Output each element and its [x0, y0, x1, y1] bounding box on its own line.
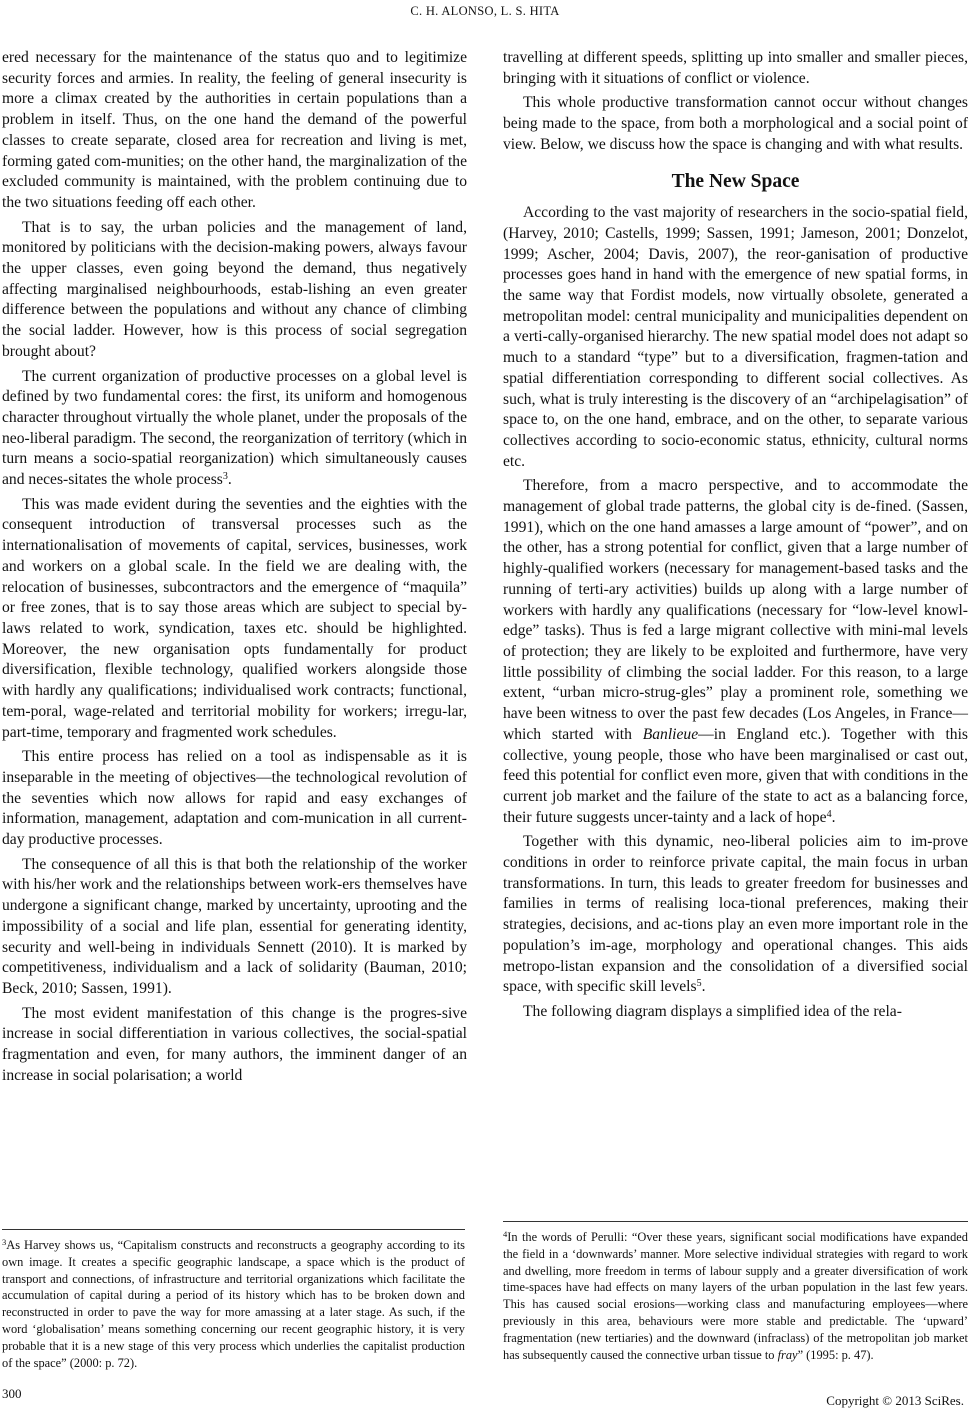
footnote-ref-4[interactable]: 4 — [826, 808, 832, 820]
paragraph: According to the vast majority of researchers in the socio-spatial field, (Harvey, 2010; Castells, 1999; Sassen, 1991; Jameson, 2001; Donzelot, 1999; Ascher, 2004; Davis, 2007), the reor-ganisation of productive processes goes hand in hand with the emergence of new spatial forms, in the same way that Fordist models, now virtually obsolete, generated a metropolitan model: central municipality and municipalities dependent on a verti-cally-organised hierarchy. The new spatial model does not adapt so much to a standard “type” but to a diversification, fragmen-tation and spatial differentiation corresponding to different social collectives. As such, what is truly interesting is the discovery of an “archipelagisation” of space to, on the one hand, embrace, and on the other, to separate various collectives according to socio-economic status, ethnicity, cultural norms etc. — [503, 204, 968, 470]
footnote-body: As Harvey shows us, “Capitalism constructs and reconstructs a geography according to its own image. It creates a specific geographic landscape, a space which is the product of transport and connections, of infrastructure and territorial organizations which facilitate the accumulation of capital during a period of its history which has to be broken down and reconstructed in order to pave the way for more amassing at a later stage. As such, if the word ‘globalisation’ means something concerning our recent geographic history, it is very probable that it is a new stage of this very process which underlies the capitalist production of the space” (2000: p. 72). — [2, 1238, 465, 1370]
footnote-end: ” (1995: p. 47). — [797, 1347, 874, 1362]
paragraph: This was made evident during the seventies and the eighties with the consequent introduction of transversal processes such as the internationalisation of movements of capital, services, businesses, work and workers on a global scale. In the field we are dealing with, the relocation of businesses, subcontractors and the emergence of “maquila” or free zones, that is to say those areas which are subject to special by-laws related to work, syndication, taxes etc. should be highlighted. Moreover, the new organisation opts fundamentally for product diversification, flexible technology, qualified workers alongside those with hardly any qualifications; individualised work contracts; functional, tem-poral, wage-related and territorial mobility for workers; irregu-lar, part-time, temporary and fragmented work schedules. — [2, 495, 467, 741]
paragraph: The consequence of all this is that both the relationship of the worker with his/her work and the relationships between work-ers themselves have undergone a significant change, marked by uncertainty, uprooting and the impossibility of a social and life plan, essential for generating identity, security and well-being in individuals Sennett (2010). It is marked by competitiveness, individualism and a lack of solidarity (Bauman, 2010; Beck, 2010; Sassen, 1991). — [2, 855, 467, 997]
paragraph-text: The current organization of productive processes on a global level is defined by two fundamental cores: the first, its uniform and homogenous character throughout virtually the whole planet, under the proposals of the neo-liberal paradigm. The second, the reorganization of territory (which in turn means a socio-spatial reorganization) which simultaneously causes and neces-sitates the whole process — [2, 367, 467, 489]
copyright-notice: Copyright © 2013 SciRes. — [826, 1393, 964, 1408]
left-column — [2, 48, 467, 1086]
paragraph: That is to say, the urban policies and the management of land, monitored by politicians with the decision-making powers, always favour the upper classes, even going beyond the demand, thus negatively affecting marginalised neighbourhoods, estab-lishing an even greater difference between the populations and without any chance of climbing the social ladder. However, how is this process of social segregation brought about? — [2, 218, 467, 360]
paragraph: travelling at different speeds, splitting up into smaller and smaller pieces, bringing with it situations of conflict or violence. — [503, 49, 968, 87]
italic-term: fray — [777, 1347, 798, 1362]
paragraph — [503, 476, 968, 828]
italic-term: Banlieue — [642, 725, 699, 743]
paragraph-end: . — [831, 808, 836, 826]
footnote-3 — [2, 1229, 465, 1371]
footnote-number: 4 — [503, 1229, 508, 1239]
right-column — [503, 48, 968, 1023]
paragraph: This entire process has relied on a tool as indispensable as it is inseparable in the meeting of objectives—the technological revolution of the seventies which now allows for rapid and easy exchanges of information, management, adaptation and com-munication in all current-day productive processes. — [2, 748, 467, 849]
paragraph — [503, 832, 968, 998]
paragraph — [2, 367, 467, 491]
footnote-ref-3[interactable]: 3 — [222, 471, 228, 483]
paragraph: This whole productive transformation cannot occur without changes being made to the space, from both a morphological and a social point of view. Below, we discuss how the space is changing and with what results. — [503, 94, 968, 153]
paragraph: ered necessary for the maintenance of the status quo and to legitimize security forces and armies. In reality, the feeling of general insecurity is more a climax created by the authorities in certain populations than a problem in itself. Thus, on the one hand the demand of the powerful classes to create separate, closed area for recreation and living is met, forming gated com-munities; on the other hand, the marginalization of the excluded community is maintained, with the problem continuing due to the two situations feeding off each other. — [2, 49, 467, 211]
footnote-text — [503, 1229, 968, 1363]
footnote-ref-5[interactable]: 5 — [696, 978, 702, 990]
section-title: The New Space — [671, 170, 800, 192]
running-head: C. H. ALONSO, L. S. HITA — [410, 4, 560, 18]
paragraph-text: —in England etc.). Together with this collective, young people, those who have been marginalised or cast out, feed this potential for conflict even more, given that with conditions in the current job market and the failure of the state to act as a balancing force, their future suggests uncer-tainty and a lack of hope — [503, 725, 968, 826]
paragraph-text: Together with this dynamic, neo-liberal policies aim to im-prove conditions in order to reinforce private capital, the main focus in urban transformations. In turn, this leads to greater freedom for businesses and families in terms of realising loca-tional preferences, making their strategies, decisions, and ac-tions play an even more important role in the population’s im-age, morphology and operational changes. This aids metropo-listan expansion and the consolidation of a diversified social space, with specific skill levels — [503, 833, 968, 996]
footnote-body: In the words of Perulli: “Over these years, significant social modifications have expanded the field in a ‘downwards’ manner. More selective individual strategies with regard to work and dwelling, more freedom in terms of labour supply and a greater diversification of work time-spaces have had effects on many layers of the urban population in the last few years. This has caused social erosions—working class and manufacturing employees—where previously in this area, behaviours were more stable and predictable. The ‘upward’ fragmentation (new tertiaries) and the downward (infraclass) of the metropolitan job market has subsequently caused the connective urban tissue to — [503, 1230, 968, 1362]
paragraph-text: Therefore, from a macro perspective, and to accommodate the management of global trade patterns, the global city is de-fined. (Sassen, 1991), which on the one hand amasses a large amount of “power”, and on the other, has a strong potential for conflict, given that a large number of highly-qualified workers (necessary for management-based tasks and the running of terti-ary activities) builds up along with a large number of workers with hardly any qualifications (necessary for “low-level knowl-edge” tasks). Thus is fed a large migrant collective with mini-mal levels of protection; they are likely to be exploited and furthermore, have very little possibility of climbing the social ladder. For this reason, to a large extent, “urban micro-strug-gles” play a prominent role, something we have been witness to over the past few decades (Los Angeles, in France—which started with — [503, 477, 968, 743]
footnote-number: 3 — [2, 1237, 7, 1247]
paragraph: The following diagram displays a simplified idea of the rela- — [523, 1002, 902, 1020]
paragraph-end: . — [227, 471, 232, 489]
footnote-text — [2, 1237, 465, 1371]
footnote-4 — [503, 1221, 968, 1363]
paragraph-end: . — [701, 978, 706, 996]
paragraph: The most evident manifestation of this change is the progres-sive increase in social differentiation in various collectives, the social-spatial fragmentation and even, for many authors, the imminent danger of an increase in social polarisation; a world — [2, 1004, 467, 1084]
page-number: 300 — [2, 1386, 22, 1401]
